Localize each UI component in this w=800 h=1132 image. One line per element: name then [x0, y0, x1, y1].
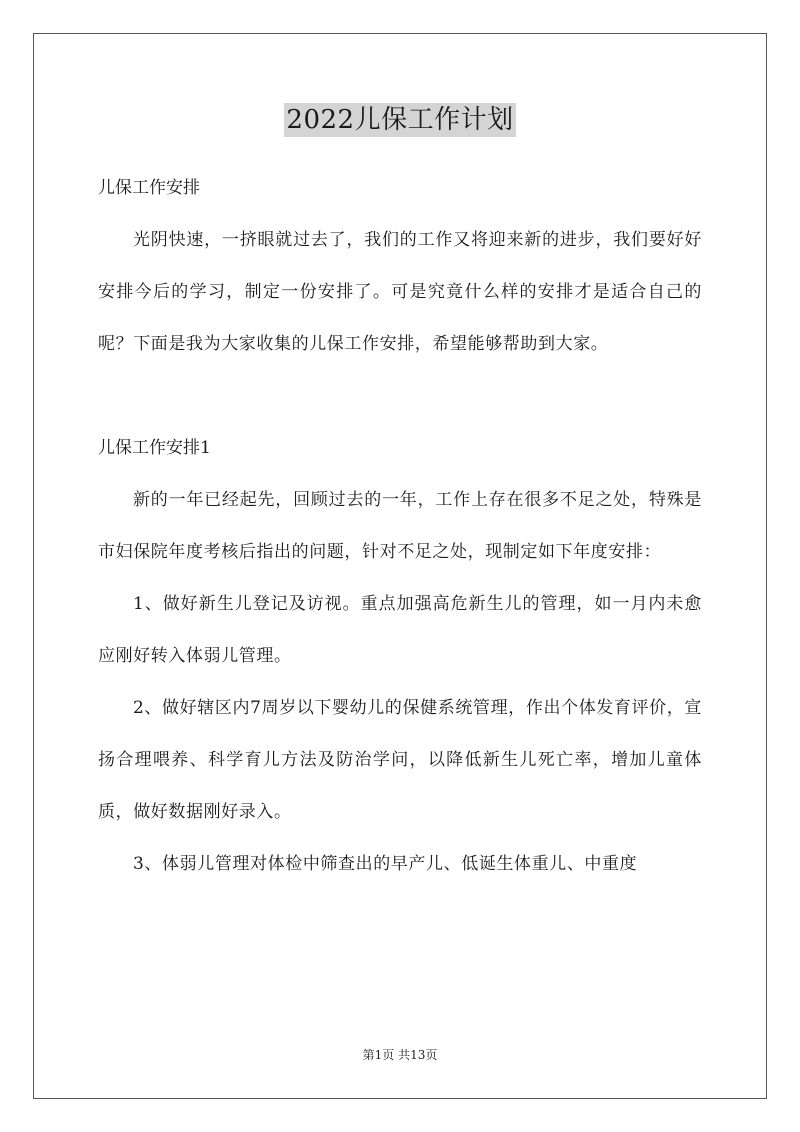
- document-title-wrapper: [0, 98, 800, 140]
- body-paragraph: 1、做好新生儿登记及访视。重点加强高危新生儿的管理，如一月内未愈应刚好转入体弱儿管理。: [98, 594, 702, 666]
- body-paragraph: 3、体弱儿管理对体检中筛查出的早产儿、低诞生体重儿、中重度: [133, 854, 638, 874]
- body-paragraph: 新的一年已经起先，回顾过去的一年，工作上存在很多不足之处，特殊是市妇保院年度考核后指出的问题，针对不足之处，现制定如下年度安排：: [98, 490, 702, 562]
- section-spacer: [98, 370, 702, 422]
- intro-heading: 儿保工作安排: [98, 178, 200, 198]
- section-heading: 儿保工作安排1: [98, 438, 211, 458]
- document-body: [98, 162, 702, 890]
- page-footer: [0, 1046, 800, 1063]
- page-number-label: 第1页 共13页: [362, 1048, 438, 1062]
- intro-paragraph: 光阴快速，一挤眼就过去了，我们的工作又将迎来新的进步，我们要好好安排今后的学习，制定一份安排了。可是究竟什么样的安排才是适合自己的呢？下面是我为大家收集的儿保工作安排，希望能够帮助到大家。: [98, 230, 702, 354]
- body-paragraph: 2、做好辖区内7周岁以下婴幼儿的保健系统管理，作出个体发育评价，宣扬合理喂养、科学育儿方法及防治学问，以降低新生儿死亡率，增加儿童体质，做好数据刚好录入。: [98, 698, 702, 822]
- document-title: 2022儿保工作计划: [286, 105, 514, 135]
